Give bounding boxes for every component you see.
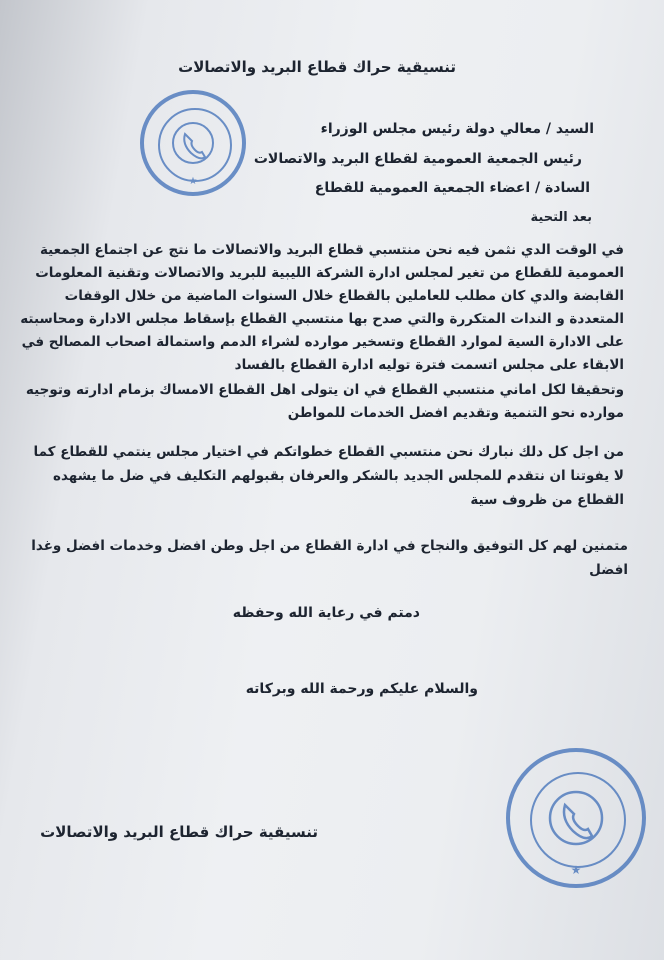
addressee-line-2: رئيس الجمعية العمومية لقطاع البريد والاتصالات <box>253 151 582 167</box>
signature-name: تنسيقية حراك قطاع البريد والاتصالات <box>40 823 318 841</box>
greeting: بعد التحية <box>530 210 592 225</box>
body-line: المتعددة و الندات المتكررة والتي صدح بها منتسبي القطاع بإسقاط مجلس الادارة ومحاسبته <box>20 311 624 327</box>
closing-salutation: والسلام عليكم ورحمة الله وبركاته <box>245 681 478 697</box>
body-line: متمنين لهم كل التوفيق والنجاح في ادارة القطاع من اجل وطن افضل وخدمات افضل وغدا <box>31 538 628 554</box>
official-stamp-top <box>140 90 246 196</box>
addressee-line-1: السيد / معالي دولة رئيس مجلس الوزراء <box>320 121 594 137</box>
addressee-line-3: السادة / اعضاء الجمعية العمومية للقطاع <box>314 180 590 196</box>
body-line: في الوقت الدي نثمن فيه نحن منتسبي قطاع البريد والاتصالات ما نتج عن اجتماع الجمعية <box>39 242 624 258</box>
body-line: لا يفوتنا ان نتقدم للمجلس الجديد بالشكر والعرفان بقبولهم التكليف في ضل ما يشهده <box>53 468 624 484</box>
body-line: الابقاء على مجلس اتسمت فترة توليه ادارة القطاع بالفساد <box>234 357 624 373</box>
body-line: من اجل كل دلك نبارك نحن منتسبي القطاع خطواتكم في اختيار مجلس ينتمي للقطاع كما <box>33 444 624 460</box>
body-line: افضل <box>589 562 628 578</box>
phone-icon <box>144 94 242 192</box>
body-line: القطاع من ظروف سية <box>470 492 624 508</box>
body-line: وتحقيقا لكل اماني منتسبي القطاع في ان يتولى اهل القطاع الامساك بزمام ادارته وتوجيه <box>25 382 624 398</box>
body-line: على الادارة السية لموارد القطاع وتسخير موارده لشراء الدمم واستمالة اصحاب المصالح في <box>21 334 624 350</box>
official-stamp-bottom <box>506 748 646 888</box>
body-line: موارده نحو التنمية وتقديم افضل الخدمات للمواطن <box>287 405 624 421</box>
phone-icon <box>510 752 642 884</box>
closing-blessing: دمتم في رعاية الله وحفظه <box>232 605 420 621</box>
letter-header-title: تنسيقية حراك قطاع البريد والاتصالات <box>178 58 456 76</box>
svg-text:★: ★ <box>570 863 582 877</box>
svg-text:★: ★ <box>188 176 198 187</box>
body-line: العمومية للقطاع من تغير لمجلس ادارة الشركة الليبية للبريد والاتصالات وتقنية المعلومات <box>35 265 624 281</box>
body-line: القابضة والدي كان مطلب للعاملين بالقطاع خلال السنوات الماضية من خلال الوقفات <box>64 288 624 304</box>
